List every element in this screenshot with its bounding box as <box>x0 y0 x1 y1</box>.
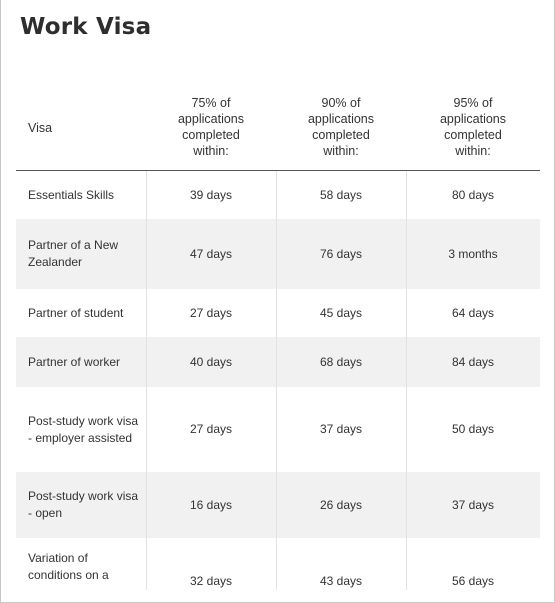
header-visa: Visa <box>28 121 53 135</box>
table-row <box>16 538 540 590</box>
time-95: 3 months <box>448 246 498 261</box>
time-75: 47 days <box>189 246 233 261</box>
visa-name: Post-study work visa - employer assisted <box>28 413 139 445</box>
time-90: 26 days <box>319 497 363 512</box>
time-90: 76 days <box>319 246 363 261</box>
time-90: 37 days <box>319 422 363 436</box>
time-95: 50 days <box>451 422 495 436</box>
table-row <box>16 472 540 538</box>
header-95-percent-label: 95% of applications completed within: <box>439 96 506 158</box>
time-75: 16 days <box>189 497 233 512</box>
header-90-percent-label: 90% of applications completed within: <box>307 96 374 158</box>
time-95: 37 days <box>451 497 495 512</box>
header-75-percent <box>146 84 276 170</box>
table-row <box>16 387 540 472</box>
time-95: 84 days <box>451 354 495 369</box>
column-divider <box>406 171 407 590</box>
time-75: 40 days <box>189 354 233 369</box>
time-75: 27 days <box>189 422 233 436</box>
time-95: 56 days <box>451 573 495 588</box>
table-header-row <box>16 84 540 171</box>
visa-name: Essentials Skills <box>28 187 115 202</box>
time-90: 68 days <box>319 354 363 369</box>
table-row <box>16 289 540 337</box>
table-row <box>16 337 540 387</box>
column-divider <box>276 171 277 590</box>
table-row <box>16 171 540 219</box>
visa-name: Variation of conditions on a <box>28 551 109 582</box>
header-90-percent <box>276 84 406 170</box>
visa-name: Partner of worker <box>28 354 121 369</box>
page-title: Work Visa <box>20 14 152 40</box>
visa-name: Partner of student <box>28 305 124 320</box>
column-divider <box>146 171 147 590</box>
visa-name: Post-study work visa - open <box>28 489 139 520</box>
time-75: 32 days <box>189 573 233 588</box>
header-75-percent-label: 75% of applications completed within: <box>177 96 244 158</box>
visa-name: Partner of a New Zealander <box>28 238 119 269</box>
time-90: 58 days <box>319 187 363 202</box>
table-row <box>16 219 540 289</box>
time-90: 45 days <box>319 305 363 320</box>
time-75: 39 days <box>189 187 233 202</box>
time-95: 64 days <box>451 305 495 320</box>
time-75: 27 days <box>189 305 233 320</box>
time-90: 43 days <box>319 573 363 588</box>
processing-times-table <box>16 84 540 590</box>
time-95: 80 days <box>451 187 495 202</box>
header-95-percent <box>406 84 540 170</box>
